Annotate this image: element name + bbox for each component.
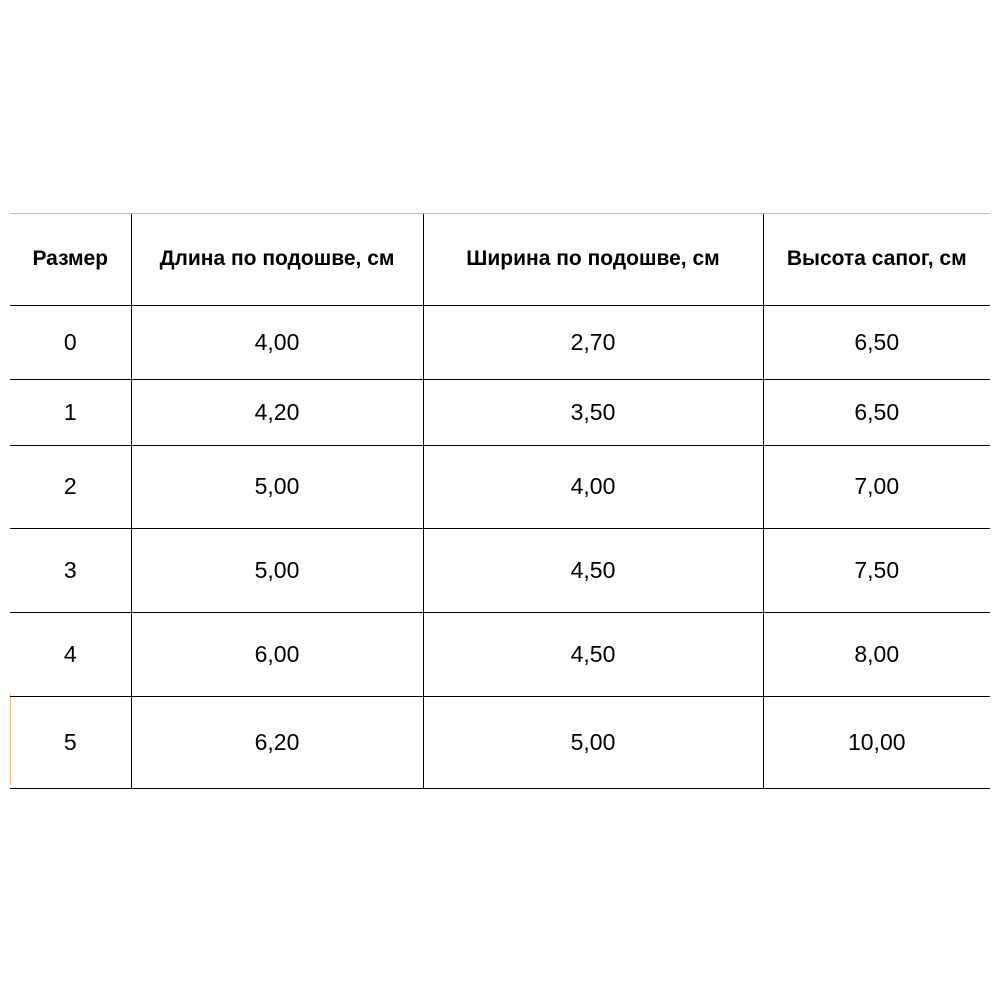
cell-sole-width: 4,50 [423,528,763,612]
table-row [10,612,990,696]
cell-boot-height: 10,00 [763,696,990,788]
cell-sole-width: 4,00 [423,445,763,528]
size-table [10,214,990,789]
cell-boot-height: 7,50 [763,528,990,612]
cell-boot-height: 6,50 [763,379,990,445]
header-boot-height: Высота сапог, см [763,214,990,305]
table-row [10,305,990,379]
cell-boot-height: 6,50 [763,305,990,379]
cell-size: 0 [10,305,131,379]
cell-size: 1 [10,379,131,445]
cell-sole-length: 4,20 [131,379,423,445]
header-sole-length: Длина по подошве, см [131,214,423,305]
table-row [10,528,990,612]
table-row [10,445,990,528]
cell-sole-length: 4,00 [131,305,423,379]
cell-size: 5 [10,696,131,788]
table-header-row [10,214,990,305]
table-row [10,696,990,788]
cell-sole-length: 6,00 [131,612,423,696]
cell-size: 4 [10,612,131,696]
header-sole-width: Ширина по подошве, см [423,214,763,305]
table-row [10,379,990,445]
cell-sole-width: 2,70 [423,305,763,379]
cell-boot-height: 7,00 [763,445,990,528]
cell-boot-height: 8,00 [763,612,990,696]
cell-sole-length: 6,20 [131,696,423,788]
cell-size: 3 [10,528,131,612]
cell-sole-length: 5,00 [131,528,423,612]
cell-sole-width: 5,00 [423,696,763,788]
cell-sole-width: 3,50 [423,379,763,445]
header-size: Размер [10,214,131,305]
cell-size: 2 [10,445,131,528]
cell-sole-length: 5,00 [131,445,423,528]
cell-sole-width: 4,50 [423,612,763,696]
